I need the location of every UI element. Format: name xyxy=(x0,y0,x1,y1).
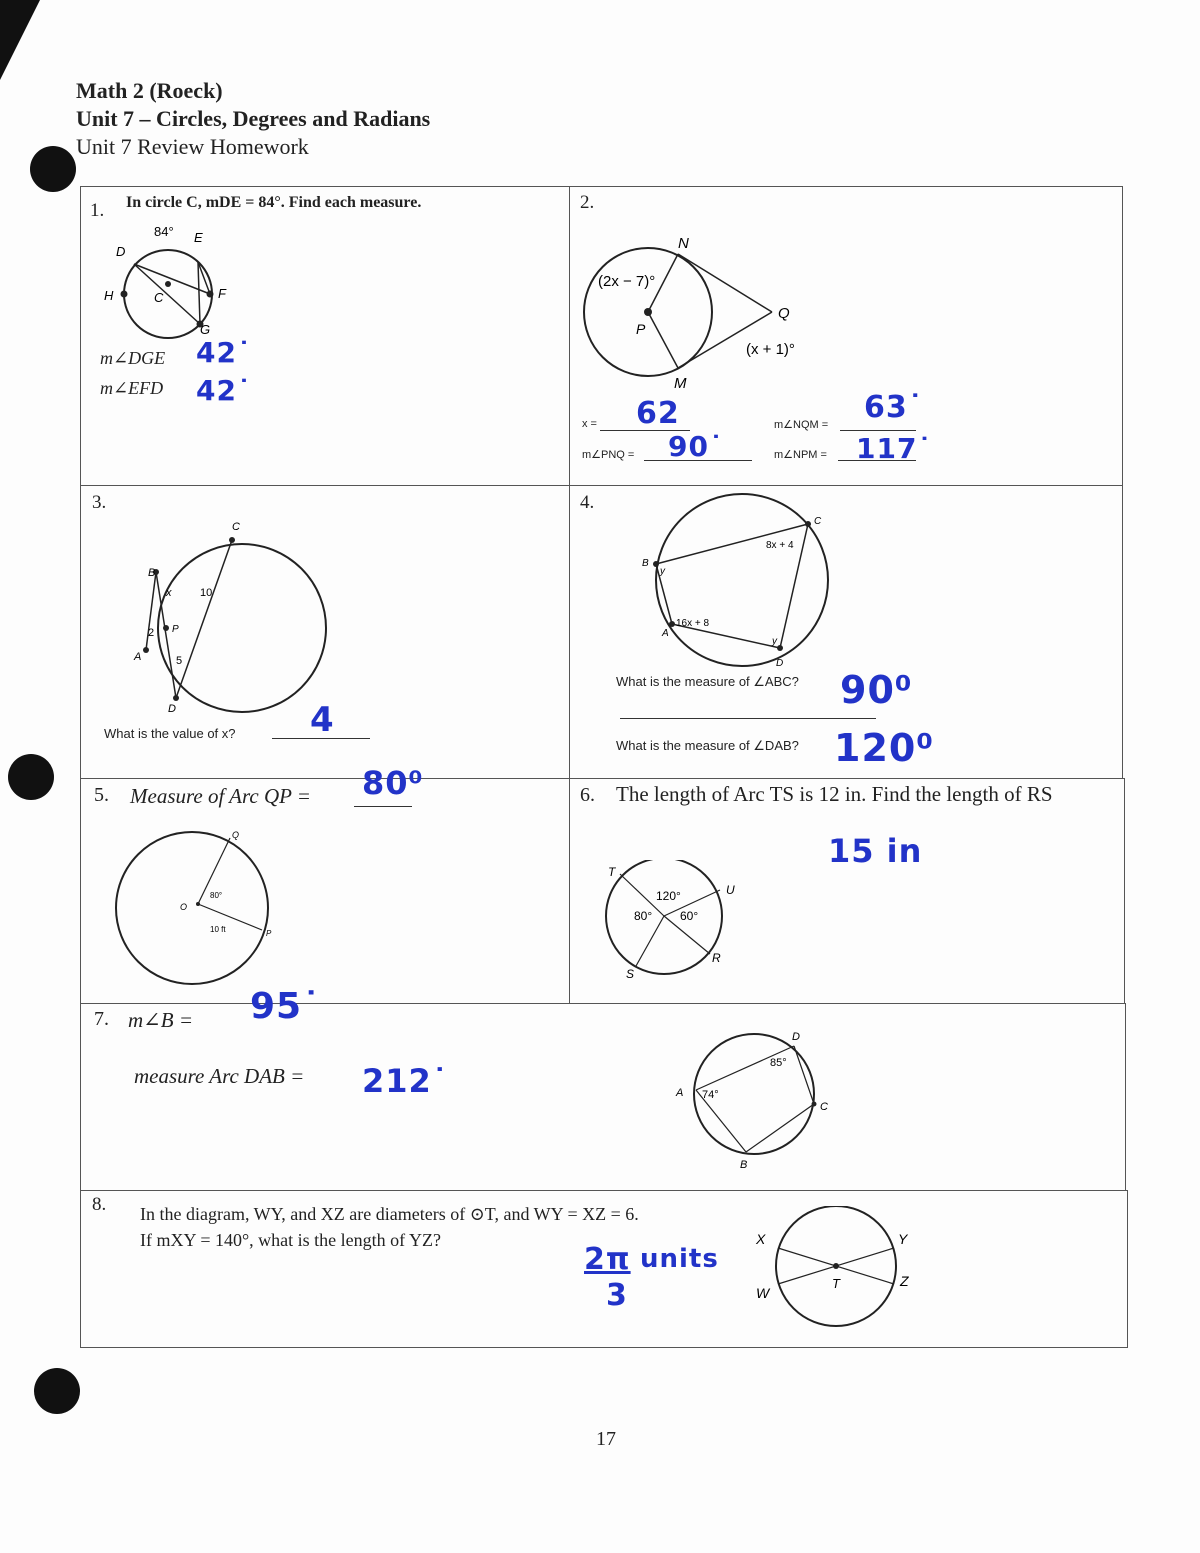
svg-text:M: M xyxy=(674,375,687,392)
circle-3 xyxy=(158,544,326,712)
svg-text:C: C xyxy=(814,516,822,527)
svg-text:8x + 4: 8x + 4 xyxy=(766,540,794,551)
svg-text:H: H xyxy=(104,288,114,303)
circle-5 xyxy=(116,832,268,984)
problem-8-number: 8. xyxy=(92,1194,107,1215)
p5-prompt: Measure of Arc QP = xyxy=(130,784,311,808)
label-84: 84° xyxy=(154,224,174,239)
p2-nqm-answer: 63˙ xyxy=(864,390,924,425)
page-number: 17 xyxy=(596,1428,616,1450)
problem-1-prompt: In circle C, mDE = 84°. Find each measure. xyxy=(126,194,422,211)
svg-text:60°: 60° xyxy=(680,909,699,923)
svg-text:C: C xyxy=(154,290,164,305)
svg-text:B: B xyxy=(642,558,649,569)
problem-1-number: 1. xyxy=(90,200,105,221)
p3-question: What is the value of x? xyxy=(104,726,236,741)
p4-question-dab: What is the measure of ∠DAB? xyxy=(616,738,799,753)
svg-text:2: 2 xyxy=(148,627,155,639)
svg-text:y: y xyxy=(660,566,665,577)
p5-answer-line xyxy=(354,806,412,807)
svg-text:A: A xyxy=(134,651,142,663)
svg-text:F: F xyxy=(218,286,226,301)
svg-text:C: C xyxy=(820,1101,828,1113)
svg-text:5: 5 xyxy=(176,655,183,667)
svg-text:85°: 85° xyxy=(770,1057,787,1069)
svg-text:(2x − 7)°: (2x − 7)° xyxy=(598,273,656,290)
problem-3-number: 3. xyxy=(92,492,107,513)
problem-2-number: 2. xyxy=(580,192,595,213)
p7-answer-b: 95˙ xyxy=(250,986,322,1027)
problem-6-number: 6. xyxy=(580,784,595,806)
svg-text:(x + 1)°: (x + 1)° xyxy=(746,341,795,358)
binder-hole-2 xyxy=(8,754,54,800)
svg-text:G: G xyxy=(200,322,211,337)
svg-text:D: D xyxy=(168,703,176,715)
problem-1-diagram xyxy=(100,220,240,340)
p4-answer-abc-line xyxy=(620,718,876,719)
svg-text:A: A xyxy=(662,628,669,639)
svg-text:E: E xyxy=(194,230,203,245)
worksheet-title: Unit 7 Review Homework xyxy=(76,134,309,159)
p2-nqm-label: m∠NQM = xyxy=(774,419,829,431)
p2-x-answer: 62 xyxy=(636,396,680,431)
svg-text:D: D xyxy=(116,244,126,259)
svg-text:16x + 8: 16x + 8 xyxy=(676,618,710,629)
svg-text:W: W xyxy=(756,1285,770,1301)
p2-pnq-answer: 90˙ xyxy=(668,430,724,463)
svg-text:O: O xyxy=(180,902,188,912)
p8-answer-numerator: 2π xyxy=(584,1242,631,1277)
p8-line-2: If mXY = 140°, what is the length of YZ? xyxy=(140,1230,441,1250)
svg-text:80°: 80° xyxy=(210,891,223,900)
svg-text:N: N xyxy=(678,235,689,252)
p2-x-label: x = xyxy=(582,418,597,430)
svg-text:Y: Y xyxy=(898,1231,908,1247)
p1-question-dge: m∠DGE xyxy=(100,348,166,368)
svg-text:C: C xyxy=(232,521,240,533)
svg-text:R: R xyxy=(712,951,721,965)
p4-answer-dab: 120⁰ xyxy=(834,726,934,770)
svg-text:P: P xyxy=(172,624,179,635)
problem-5-number: 5. xyxy=(94,784,109,806)
p3-answer: 4 xyxy=(310,700,335,740)
svg-text:D: D xyxy=(776,658,784,669)
p2-nqm-line xyxy=(840,430,916,431)
svg-text:D: D xyxy=(792,1031,800,1043)
unit-title: Unit 7 – Circles, Degrees and Radians xyxy=(76,106,431,131)
p8-line-1: In the diagram, WY, and XZ are diameters of ⊙T, and WY = XZ = 6. xyxy=(140,1204,639,1224)
p5-answer: 80⁰ xyxy=(362,764,424,802)
problem-4-number: 4. xyxy=(580,492,595,513)
p2-npm-label: m∠NPM = xyxy=(774,449,827,461)
p8-answer-denominator: 3 xyxy=(606,1278,628,1313)
svg-text:T: T xyxy=(832,1276,840,1291)
svg-text:y: y xyxy=(772,636,777,647)
svg-text:Z: Z xyxy=(900,1273,909,1289)
problem-7-number: 7. xyxy=(94,1008,109,1030)
p4-answer-abc: 90⁰ xyxy=(840,668,913,712)
p1-answer-efd: 42˙ xyxy=(196,374,252,407)
p8-answer-units: units xyxy=(640,1244,719,1274)
problem-4-diagram xyxy=(638,490,838,670)
p7-question-b: m∠B = xyxy=(128,1008,194,1032)
svg-text:80°: 80° xyxy=(634,909,653,923)
p2-pnq-label: m∠PNQ = xyxy=(582,449,635,461)
page-corner-shadow xyxy=(0,0,40,80)
p6-prompt: The length of Arc TS is 12 in. Find the length of RS xyxy=(616,782,1053,806)
p6-answer: 15 in xyxy=(828,832,923,870)
binder-hole-3 xyxy=(34,1368,80,1414)
problem-6-diagram xyxy=(600,860,750,980)
svg-text:B: B xyxy=(740,1159,748,1171)
svg-text:P: P xyxy=(636,321,646,337)
p1-answer-dge: 42˙ xyxy=(196,336,252,369)
p2-npm-answer: 117˙ xyxy=(856,432,933,465)
p4-question-abc: What is the measure of ∠ABC? xyxy=(616,674,799,689)
svg-text:Q: Q xyxy=(778,305,790,322)
problem-7-cell xyxy=(80,1003,1126,1191)
problem-3-diagram xyxy=(128,516,338,716)
svg-text:S: S xyxy=(626,967,635,980)
svg-text:74°: 74° xyxy=(702,1089,719,1101)
svg-text:10 ft: 10 ft xyxy=(210,925,226,934)
svg-text:10: 10 xyxy=(200,587,213,599)
svg-text:U: U xyxy=(726,883,735,897)
p1-question-efd: m∠EFD xyxy=(100,378,164,398)
problem-8-diagram xyxy=(750,1206,920,1330)
svg-text:120°: 120° xyxy=(656,889,681,903)
problem-5-diagram xyxy=(112,824,282,994)
svg-text:B: B xyxy=(148,567,156,579)
p7-answer-arc: 212˙ xyxy=(362,1062,449,1100)
svg-text:T: T xyxy=(608,865,616,879)
svg-text:A: A xyxy=(676,1087,684,1099)
binder-hole-1 xyxy=(30,146,76,192)
problem-7-diagram xyxy=(670,1024,840,1174)
problem-2-diagram xyxy=(578,228,828,398)
svg-text:x: x xyxy=(166,587,172,599)
course-title: Math 2 (Roeck) xyxy=(76,78,223,103)
svg-text:P: P xyxy=(266,929,272,938)
p7-question-arc: measure Arc DAB = xyxy=(134,1064,305,1088)
svg-text:Q: Q xyxy=(232,830,240,840)
svg-text:X: X xyxy=(756,1231,766,1247)
